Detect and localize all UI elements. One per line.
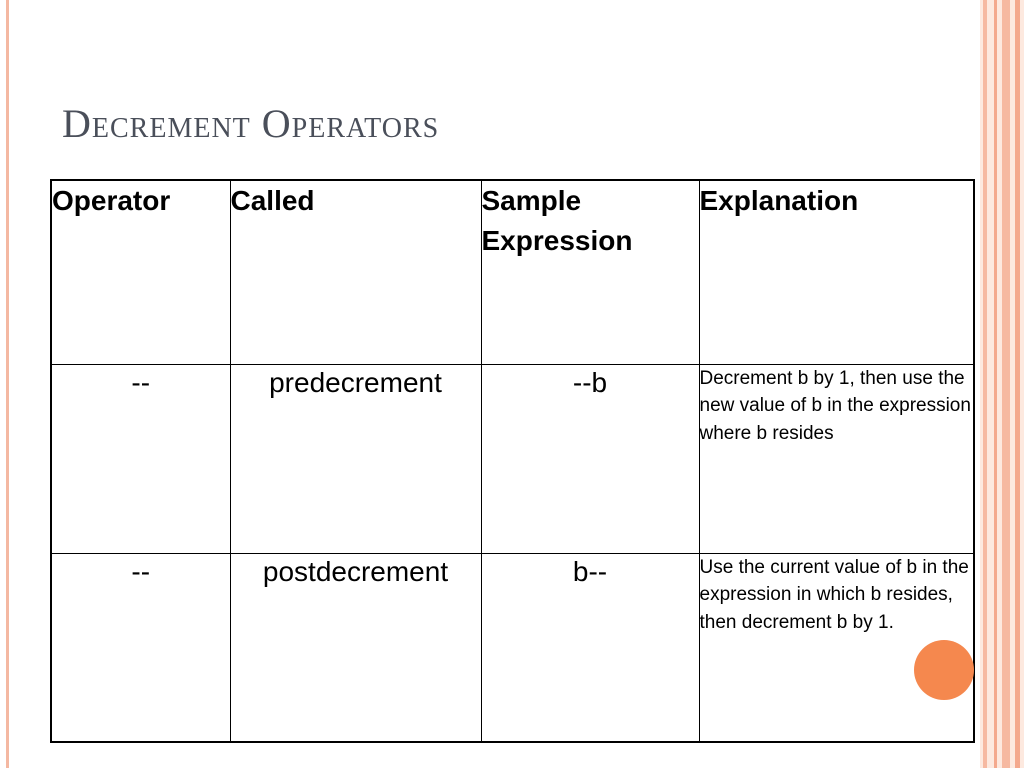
left-decorative-border — [6, 0, 9, 768]
cell-sample: b-- — [481, 553, 699, 742]
header-called: Called — [230, 180, 481, 364]
right-decorative-stripes — [980, 0, 1024, 768]
cell-sample: --b — [481, 364, 699, 553]
cell-called: postdecrement — [230, 553, 481, 742]
table-row — [51, 553, 974, 742]
cell-operator: -- — [51, 553, 230, 742]
cell-operator: -- — [51, 364, 230, 553]
cell-called: predecrement — [230, 364, 481, 553]
stripe — [994, 0, 997, 768]
operators-table — [50, 179, 975, 743]
header-sample-expression: Sample Expression — [481, 180, 699, 364]
cell-explanation: Decrement b by 1, then use the new value of b in the expression where b resides — [699, 364, 974, 553]
slide-title: Decrement Operators — [62, 101, 440, 146]
header-operator: Operator — [51, 180, 230, 364]
stripe — [983, 0, 987, 768]
table-row — [51, 364, 974, 553]
stripe — [1015, 0, 1020, 768]
cell-explanation: Use the current value of b in the expression in which b resides, then decrement b by 1. — [699, 553, 974, 742]
stripe — [1002, 0, 1010, 768]
table-header-row — [51, 180, 974, 364]
header-explanation: Explanation — [699, 180, 974, 364]
decorative-circle — [914, 640, 974, 700]
